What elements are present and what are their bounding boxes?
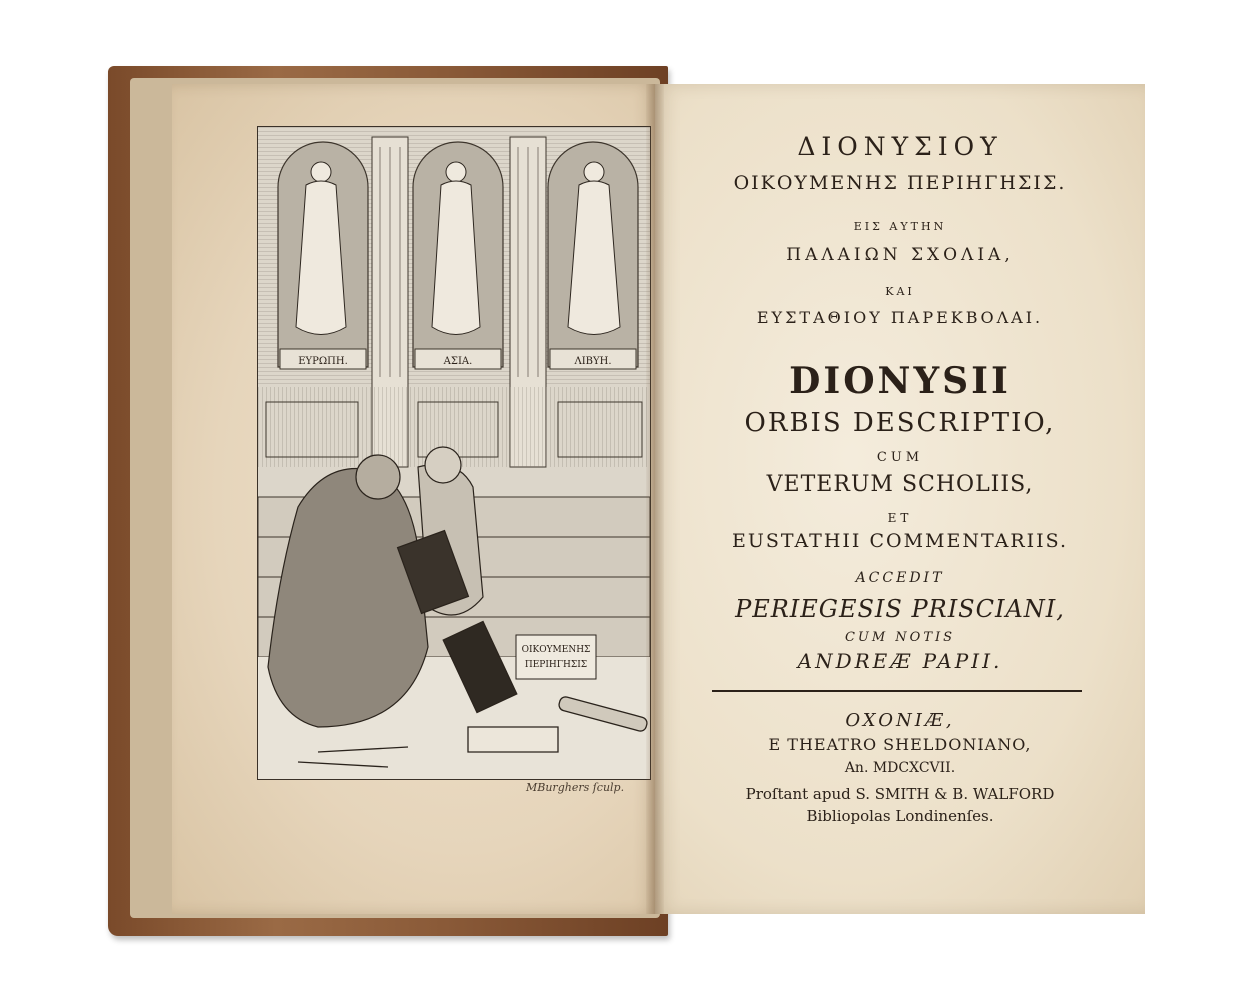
imprint-seller-2: Bibliopolas Londinenſes. — [806, 807, 994, 825]
latin-line-10: ANDREÆ PAPII. — [797, 649, 1003, 673]
niche-label-europe: ΕΥΡΩΠΗ. — [298, 356, 348, 367]
latin-line-6: EUSTATHII COMMENTARIIS. — [731, 530, 1069, 552]
latin-line-2: ORBIS DESCRIPTIO, — [744, 408, 1056, 438]
latin-line-3: CUM — [876, 450, 924, 465]
scroll-text-line2: ΠΕΡΙΗΓΗΣΙΣ — [524, 660, 588, 670]
latin-title: DIONYSII — [789, 360, 1011, 402]
greek-line-6: ΕΥΣΤΑΘΙΟΥ ΠΑΡΕΚΒΟΛΑΙ. — [756, 308, 1044, 327]
title-rule — [712, 690, 1082, 692]
greek-subtitle: ΟΙΚΟΥΜΕΝΗΣ ΠΕΡΙΗΓΗΣΙΣ. — [733, 172, 1067, 194]
engraver-signature: MBurghers ſculp. — [526, 781, 625, 794]
niche-label-asia: ΑΣΙΑ. — [443, 356, 473, 367]
niche-label-libya: ΛΙΒΥΗ. — [574, 356, 612, 367]
latin-line-5: ET — [887, 511, 913, 525]
imprint-press: E THEATRO SHELDONIANO, — [768, 735, 1032, 754]
imprint-place: OXONIÆ, — [845, 710, 955, 731]
imprint-year: An. MDCXCVII. — [844, 760, 956, 776]
greek-title: ΔΙΟΝΥΣΙΟΥ — [797, 132, 1003, 161]
imprint-seller: Proſtant apud S. SMITH & B. WALFORD — [745, 785, 1055, 803]
latin-line-8: PERIEGESIS PRISCIANI, — [735, 595, 1065, 623]
greek-line-4: ΠΑΛΑΙΩΝ ΣΧΟΛΙΑ, — [786, 245, 1014, 265]
greek-line-5: ΚΑΙ — [885, 285, 915, 298]
latin-line-7: ACCEDIT — [855, 570, 945, 586]
latin-line-9: CUM NOTIS — [844, 630, 956, 645]
latin-line-4: VETERUM SCHOLIIS, — [766, 472, 1034, 497]
scroll-text-line1: ΟΙΚΟΥΜΕΝΗΣ — [521, 645, 591, 655]
frontispiece-engraving — [257, 126, 651, 780]
greek-line-3: ΕΙΣ ΑΥΤΗΝ — [853, 220, 947, 233]
